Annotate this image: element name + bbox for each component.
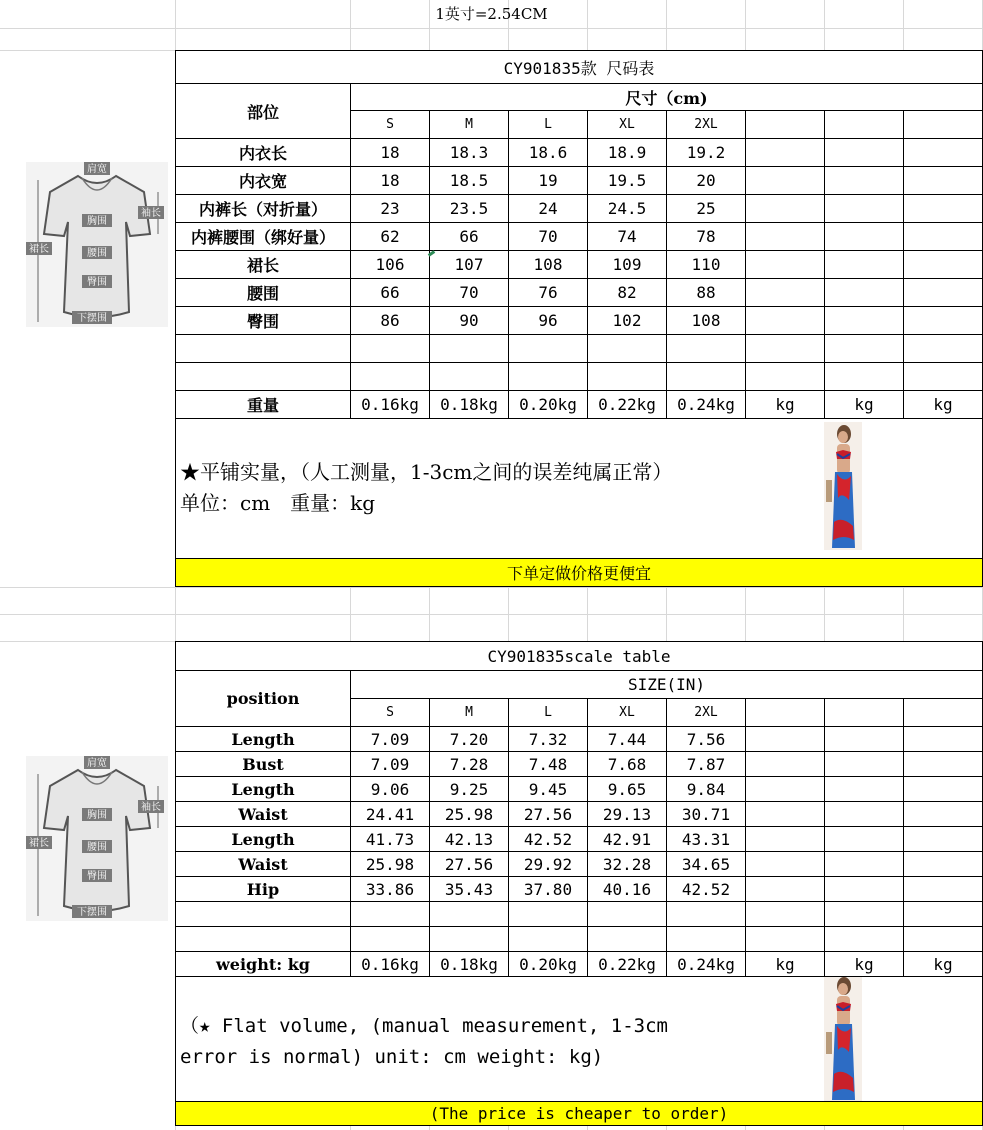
weight-value: 0.20kg [509,391,588,419]
cell-value: 107 [430,251,509,279]
cell-value: 7.48 [509,752,588,777]
cell-value: 7.09 [351,752,430,777]
size-col-s: S [351,699,430,727]
diagram-label-chest: 胸围 [87,810,107,821]
cell-value: 23.5 [430,195,509,223]
size-table-en [175,641,983,1126]
row-label: Length [176,777,351,802]
row-label: Length [176,727,351,752]
position-header: position [176,671,351,727]
table-row [176,251,983,279]
empty-row [176,363,983,391]
model-photo [824,977,862,1102]
cell-value: 9.84 [667,777,746,802]
cell-value: 7.28 [430,752,509,777]
weight-value: 0.24kg [667,952,746,977]
table-row [176,223,983,251]
weight-value: kg [904,952,983,977]
cell-value: 18.3 [430,139,509,167]
cell-value: 9.25 [430,777,509,802]
row-label: 内裤腰围（绑好量） [176,223,351,251]
cell-value: 18.9 [588,139,667,167]
cell-value: 29.92 [509,852,588,877]
measurement-note [176,419,983,559]
table-title: CY901835款 尺码表 [176,51,983,84]
cell-value: 29.13 [588,802,667,827]
table-row [176,727,983,752]
cell-value: 24 [509,195,588,223]
table-row [176,852,983,877]
cell-value: 7.56 [667,727,746,752]
row-label: Waist [176,852,351,877]
diagram-label-waist: 腰围 [87,842,107,853]
cell-value: 70 [430,279,509,307]
table-row [176,877,983,902]
cell-value: 102 [588,307,667,335]
cell-value: 34.65 [667,852,746,877]
diagram-label-shoulder: 肩宽 [87,758,107,769]
cell-value: 18.5 [430,167,509,195]
row-label: 内裤长（对折量） [176,195,351,223]
cell-value: 78 [667,223,746,251]
cell-value: 70 [509,223,588,251]
size-col-2xl: 2XL [667,111,746,139]
cell-value: 27.56 [430,852,509,877]
cell-value: 18.6 [509,139,588,167]
row-label: Length [176,827,351,852]
note-line-2: error is normal) unit: cm weight: kg) [180,1046,604,1068]
cell-value: 82 [588,279,667,307]
cell-value: 66 [351,279,430,307]
cell-value: 109 [588,251,667,279]
cell-value: 24.41 [351,802,430,827]
cell-value: 110 [667,251,746,279]
cell-value: 7.09 [351,727,430,752]
weight-value: 0.18kg [430,952,509,977]
size-header: 尺寸（cm) [351,84,983,111]
cell-value: 90 [430,307,509,335]
table-row [176,752,983,777]
size-header: SIZE(IN) [351,671,983,699]
weight-value: kg [746,952,825,977]
dress-diagram-cn [26,162,168,327]
diagram-label-dress-length: 裙长 [29,838,49,849]
cell-value: 42.52 [509,827,588,852]
cell-value: 30.71 [667,802,746,827]
diagram-label-chest: 胸围 [87,216,107,227]
cell-value: 42.91 [588,827,667,852]
row-label: 臀围 [176,307,351,335]
diagram-label-shoulder: 肩宽 [87,164,107,175]
cell-value: 106 [351,251,430,279]
weight-value: 0.16kg [351,952,430,977]
footer-banner: 下单定做价格更便宜 [176,559,983,587]
table-row [176,139,983,167]
cell-value: 74 [588,223,667,251]
empty-row [176,335,983,363]
note-line-1: （★ Flat volume, (manual measurement, 1-3cm [180,1015,668,1037]
cell-value: 18 [351,139,430,167]
cell-value: 20 [667,167,746,195]
cell-value: 62 [351,223,430,251]
position-header: 部位 [176,84,351,139]
weight-value: kg [825,391,904,419]
cell-value: 37.80 [509,877,588,902]
table-row [176,195,983,223]
size-col-s: S [351,111,430,139]
cell-value: 7.87 [667,752,746,777]
weight-label: weight: kg [176,952,351,977]
cell-value: 40.16 [588,877,667,902]
weight-value: kg [825,952,904,977]
cell-value: 25.98 [430,802,509,827]
diagram-label-waist: 腰围 [87,248,107,259]
cell-value: 9.06 [351,777,430,802]
cell-value: 19 [509,167,588,195]
diagram-label-hem: 下摆围 [77,313,107,324]
row-label: Bust [176,752,351,777]
weight-value: 0.24kg [667,391,746,419]
cell-value: 27.56 [509,802,588,827]
row-label: 腰围 [176,279,351,307]
table-row [176,279,983,307]
cell-value: 96 [509,307,588,335]
dress-outline-icon [26,756,168,921]
cell-value: 19.5 [588,167,667,195]
cell-value: 25 [667,195,746,223]
diagram-label-sleeve: 袖长 [141,208,161,219]
note-line-2: 单位：cm 重量：kg [180,491,376,515]
diagram-label-hem: 下摆围 [77,907,107,918]
weight-value: 0.22kg [588,952,667,977]
cell-value: 23 [351,195,430,223]
cell-value: 19.2 [667,139,746,167]
table-row [176,777,983,802]
note-line-1: ★平铺实量，（人工测量，1-3cm之间的误差纯属正常） [180,460,673,484]
model-photo [824,422,862,550]
table-row [176,307,983,335]
weight-row [176,952,983,977]
row-label: 裙长 [176,251,351,279]
empty-row [176,927,983,952]
diagram-label-sleeve: 袖长 [141,802,161,813]
table-row [176,802,983,827]
weight-value: kg [746,391,825,419]
cell-value: 7.44 [588,727,667,752]
conversion-note: 1英寸=2.54CM [435,5,548,23]
cell-value: 66 [430,223,509,251]
cell-value: 32.28 [588,852,667,877]
cell-value: 35.43 [430,877,509,902]
cell-value: 42.52 [667,877,746,902]
diagram-label-hip: 臀围 [87,277,107,288]
cell-value: 88 [667,279,746,307]
cell-value: 86 [351,307,430,335]
cell-value: 25.98 [351,852,430,877]
size-col-l: L [509,699,588,727]
weight-value: 0.20kg [509,952,588,977]
cell-value: 76 [509,279,588,307]
size-col-m: M [430,111,509,139]
row-label: 内衣宽 [176,167,351,195]
weight-value: 0.16kg [351,391,430,419]
table-row [176,167,983,195]
cell-value: 7.68 [588,752,667,777]
empty-row [176,902,983,927]
weight-value: kg [904,391,983,419]
size-col-m: M [430,699,509,727]
weight-value: 0.18kg [430,391,509,419]
measurement-note [176,977,983,1102]
diagram-label-dress-length: 裙长 [29,244,49,255]
weight-row [176,391,983,419]
cell-value: 7.20 [430,727,509,752]
size-col-xl: XL [588,111,667,139]
weight-value: 0.22kg [588,391,667,419]
weight-label: 重量 [176,391,351,419]
cell-value: 24.5 [588,195,667,223]
cell-value: 108 [509,251,588,279]
cell-value: 108 [667,307,746,335]
table-title: CY901835scale table [176,642,983,671]
cell-value: 43.31 [667,827,746,852]
cell-value: 18 [351,167,430,195]
cell-value: 42.13 [430,827,509,852]
row-label: Hip [176,877,351,902]
size-col-2xl: 2XL [667,699,746,727]
cell-value: 41.73 [351,827,430,852]
dress-diagram-en [26,756,168,921]
size-table-cn [175,50,983,587]
footer-banner: (The price is cheaper to order) [176,1102,983,1126]
cell-value: 9.45 [509,777,588,802]
cell-value: 9.65 [588,777,667,802]
cell-value: 7.32 [509,727,588,752]
size-col-xl: XL [588,699,667,727]
size-col-l: L [509,111,588,139]
row-label: Waist [176,802,351,827]
dress-outline-icon [26,162,168,327]
diagram-label-hip: 臀围 [87,871,107,882]
cell-value: 33.86 [351,877,430,902]
row-label: 内衣长 [176,139,351,167]
table-row [176,827,983,852]
